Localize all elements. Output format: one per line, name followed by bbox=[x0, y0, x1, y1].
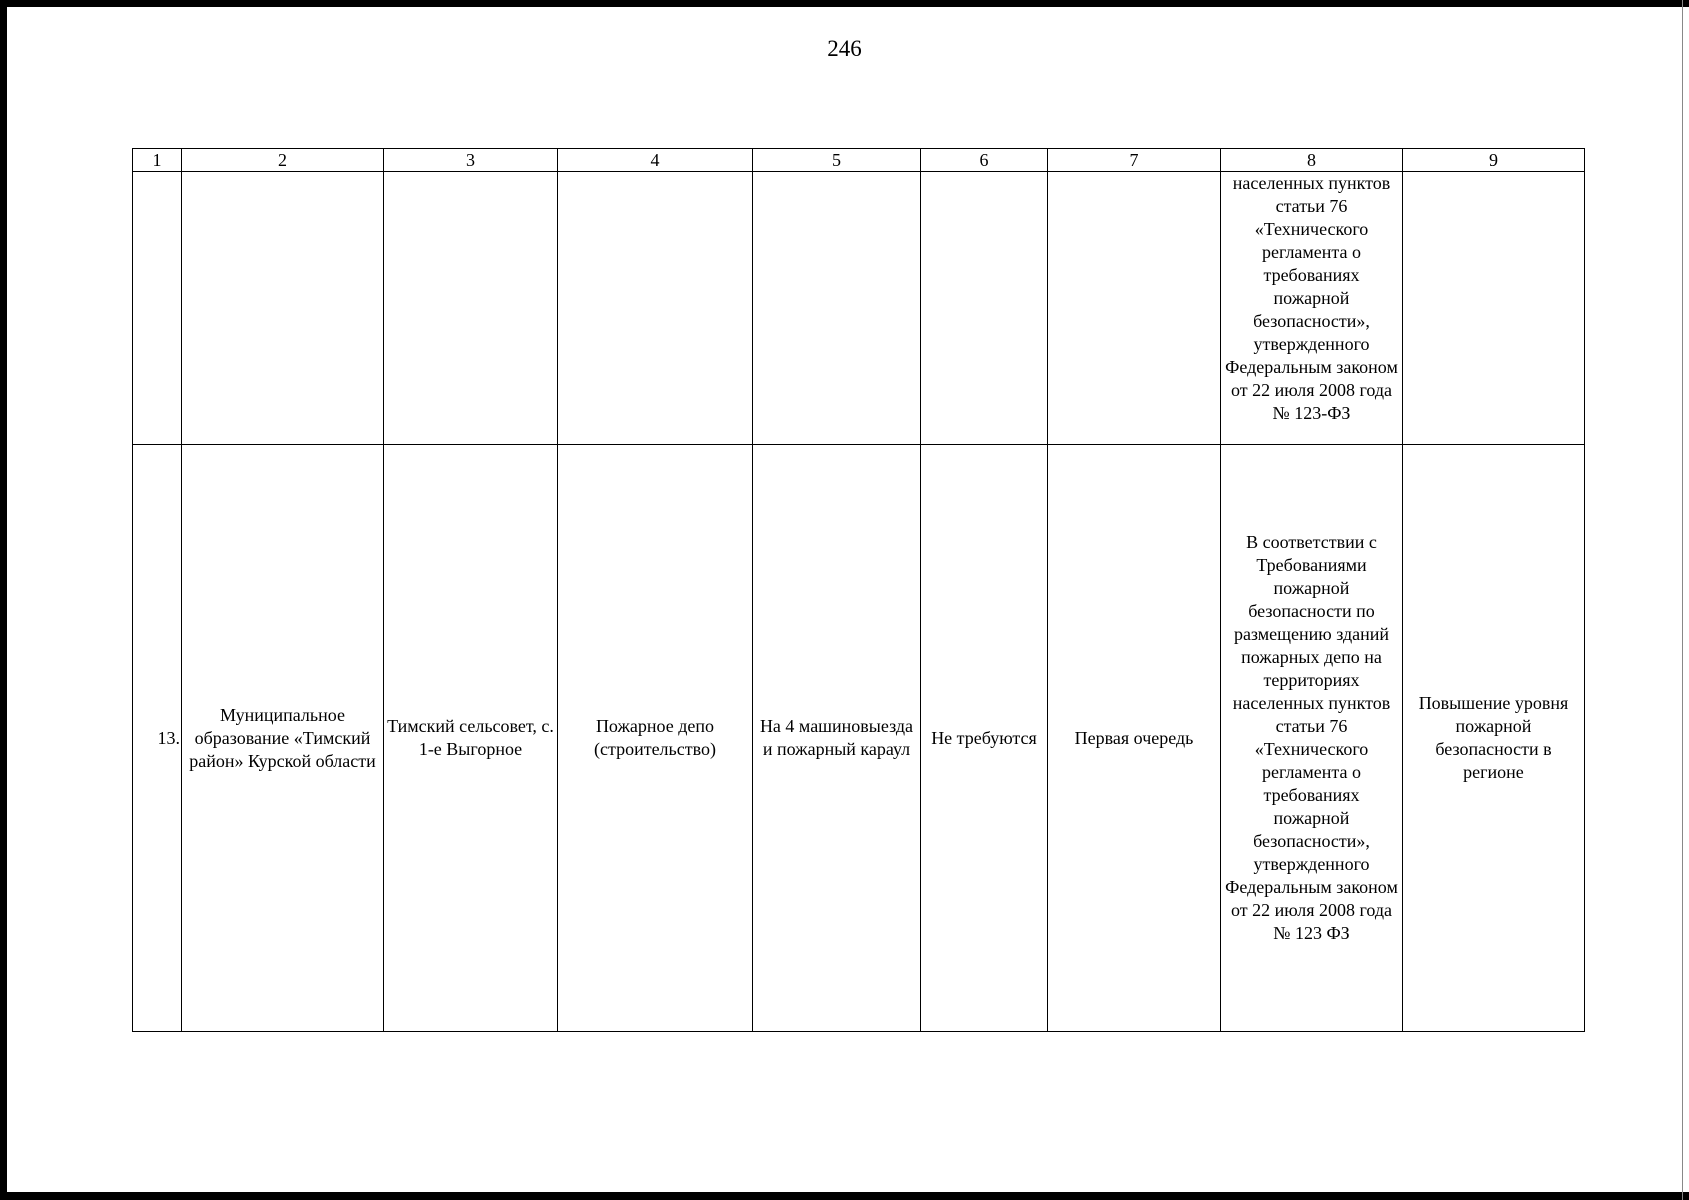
settlement-cell: Тимский сельсовет, с. 1-е Выгорное bbox=[384, 445, 558, 1032]
cell-continued-2 bbox=[182, 172, 384, 445]
header-cell-6: 6 bbox=[921, 149, 1048, 172]
table-row-continued bbox=[133, 172, 1585, 445]
cell-continued-3 bbox=[384, 172, 558, 445]
stage-cell: Первая очередь bbox=[1048, 445, 1221, 1032]
header-cell-5: 5 bbox=[753, 149, 921, 172]
header-cell-3: 3 bbox=[384, 149, 558, 172]
header-cell-8: 8 bbox=[1221, 149, 1403, 172]
header-cell-2: 2 bbox=[182, 149, 384, 172]
scan-border-bottom bbox=[0, 1192, 1689, 1200]
purpose-cell: Повышение уровня пожарной безопасности в регионе bbox=[1403, 445, 1585, 1032]
page-number: 246 bbox=[827, 36, 862, 61]
cell-continued-7 bbox=[1048, 172, 1221, 445]
municipality-cell: Муниципальное образование «Тимский район» Курской области bbox=[182, 445, 384, 1032]
scan-border-right bbox=[1682, 0, 1683, 1200]
row-number-cell: 13. bbox=[133, 445, 182, 1032]
data-table bbox=[132, 148, 1585, 1032]
scan-border-top bbox=[0, 0, 1689, 7]
header-cell-4: 4 bbox=[558, 149, 753, 172]
cell-continued-4 bbox=[558, 172, 753, 445]
cell-continued-8: населенных пунктов статьи 76 «Технического регламента о требованиях пожарной безопасности», утвержденного Федеральным законом от 22 июля 2008 года № 123-ФЗ bbox=[1221, 172, 1403, 445]
table-row-13 bbox=[133, 445, 1585, 1032]
scan-border-left bbox=[0, 0, 7, 1200]
header-cell-1: 1 bbox=[133, 149, 182, 172]
cell-continued-5 bbox=[753, 172, 921, 445]
capacity-cell: На 4 машиновыезда и пожарный караул bbox=[753, 445, 921, 1032]
header-cell-9: 9 bbox=[1403, 149, 1585, 172]
cell-continued-6 bbox=[921, 172, 1048, 445]
cell-continued-1 bbox=[133, 172, 182, 445]
header-cell-7: 7 bbox=[1048, 149, 1221, 172]
header-row bbox=[133, 149, 1585, 172]
requirements-cell: Не требуются bbox=[921, 445, 1048, 1032]
justification-cell: В соответствии с Требованиями пожарной безопасности по размещению зданий пожарных депо на территориях населенных пунктов статьи 76 «Технического регламента о требованиях пожарной безопасности», утвержденного Федеральным законом от 22 июля 2008 года № 123 ФЗ bbox=[1221, 445, 1403, 1032]
cell-continued-9 bbox=[1403, 172, 1585, 445]
object-cell: Пожарное депо (строительство) bbox=[558, 445, 753, 1032]
